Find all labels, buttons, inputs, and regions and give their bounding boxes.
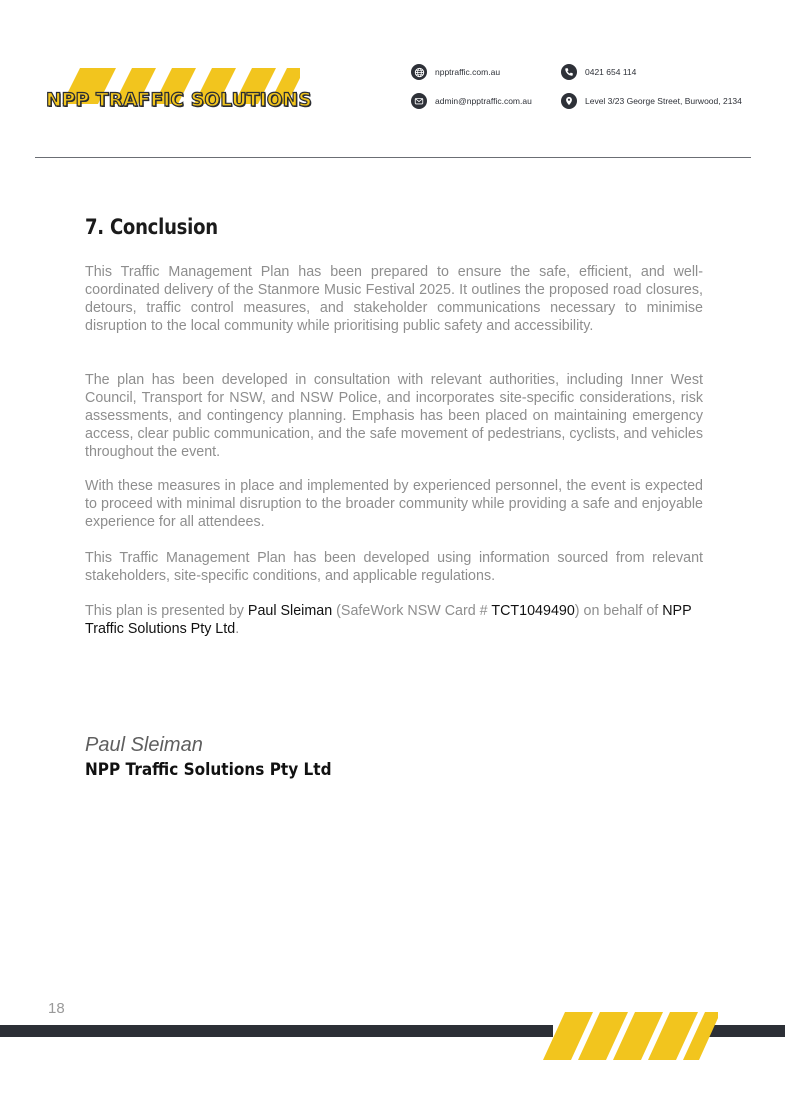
location-pin-icon (561, 93, 577, 109)
contact-website[interactable] (411, 64, 500, 80)
conclusion-paragraph-2: The plan has been developed in consultation with relevant authorities, including Inner West Council, Transport for NSW, and NSW Police, and incorporates site-specific considerations, risk assessments, and contingency planning. Emphasis has been placed on maintaining emergency access, clear public communication, and the safe movement of pedestrians, cyclists, and vehicles throughout the event. (85, 372, 703, 460)
presenter-name: Paul Sleiman (247, 603, 333, 619)
phone-icon (561, 64, 577, 80)
footer-bar-right (708, 1025, 785, 1037)
email-icon (411, 93, 427, 109)
website-text: npptraffic.com.au (435, 67, 501, 77)
presented-end: . (235, 621, 240, 637)
safework-card-number: TCT1049490 (491, 603, 575, 619)
contact-email[interactable] (411, 93, 532, 109)
footer-bar-left (0, 1025, 553, 1037)
conclusion-paragraph-1: This Traffic Management Plan has been prepared to ensure the safe, efficient, and well-coordinated delivery of the Stanmore Music Festival 2025. It outlines the proposed road closures, detours, traffic control measures, and stakeholder communications necessary to minimise disruption to the local community while prioritising public safety and accessibility. (85, 264, 703, 334)
contact-phone[interactable] (561, 64, 636, 80)
behalf-text: ) on behalf of (574, 603, 663, 619)
conclusion-paragraph-3: With these measures in place and implemented by experienced personnel, the event is expected to proceed with minimal disruption to the broader community while providing a safe and enjoyable experience for all attendees. (85, 478, 703, 530)
page-number: 18 (48, 1000, 65, 1017)
header-divider (35, 157, 751, 158)
globe-icon (411, 64, 427, 80)
contact-address[interactable] (561, 93, 742, 109)
email-text: admin@npptraffic.com.au (435, 96, 532, 106)
logo-text: NPP TRAFFIC SOLUTIONS (46, 90, 312, 111)
signature-company: NPP Traffic Solutions Pty Ltd (85, 760, 332, 780)
company-logo (44, 64, 312, 116)
presented-prefix: This plan is presented by (85, 603, 248, 619)
footer-stripes (543, 1010, 718, 1062)
signature-name: Paul Sleiman (85, 734, 203, 756)
card-prefix: (SafeWork NSW Card # (332, 603, 492, 619)
company-name-inline: NPP Traffic Solutions Pty Ltd (85, 603, 692, 637)
address-text: Level 3/23 George Street, Burwood, 2134 (585, 96, 742, 106)
phone-text: 0421 654 114 (585, 67, 637, 77)
conclusion-paragraph-4: This Traffic Management Plan has been developed using information sourced from relevant stakeholders, site-specific conditions, and applicable regulations. (85, 550, 703, 584)
presented-by-paragraph (85, 602, 703, 638)
section-heading: 7. Conclusion (85, 215, 218, 239)
